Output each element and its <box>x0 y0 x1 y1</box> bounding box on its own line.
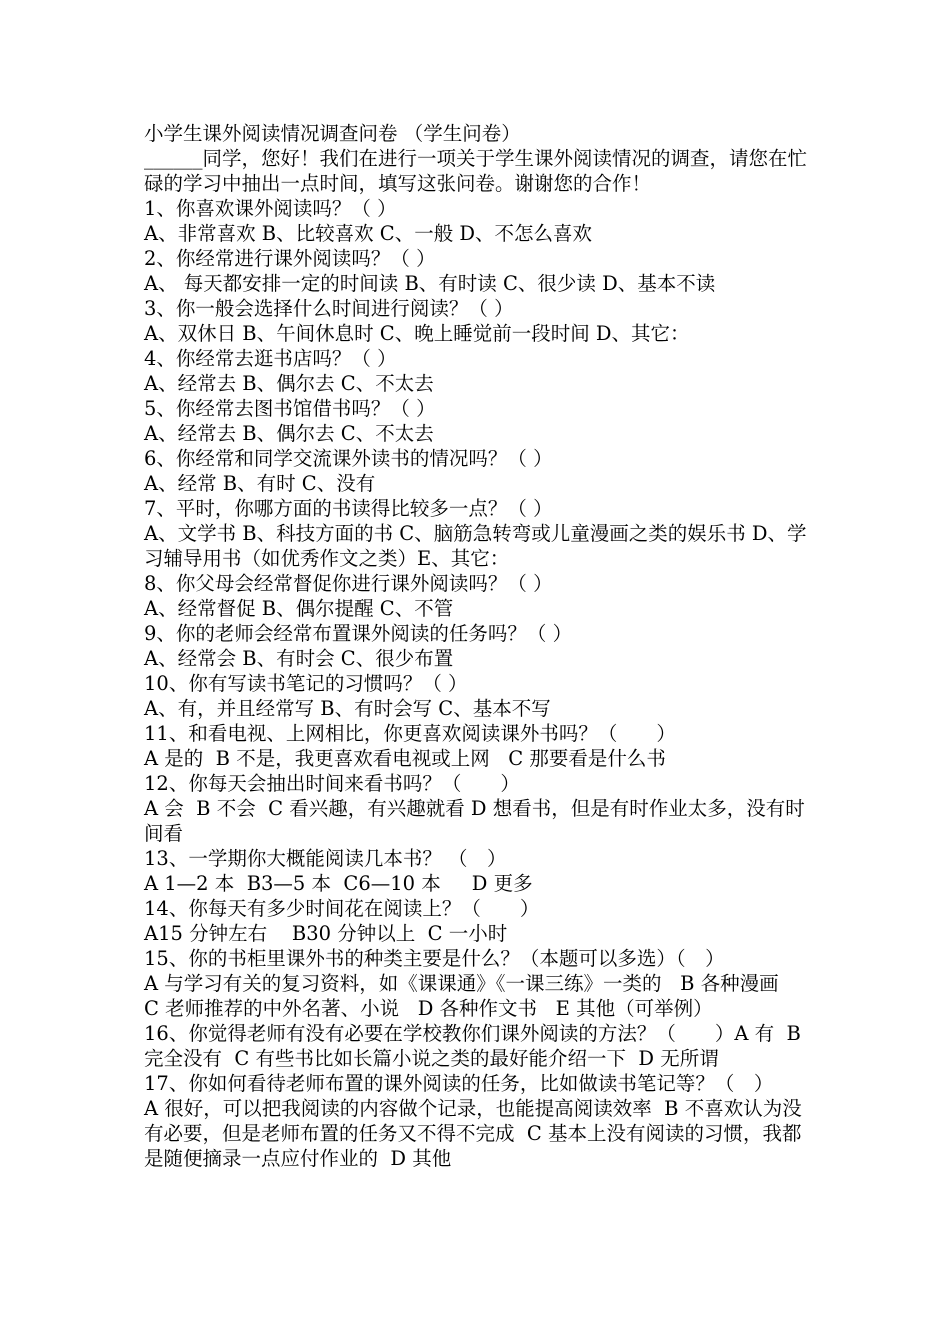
question-text: 14、你每天有多少时间花在阅读上？（ ） <box>144 897 540 920</box>
question-text: 5、你经常去图书馆借书吗？（ ） <box>144 397 436 420</box>
answer-options: A 与学习有关的复习资料，如《课课通》《一课三练》一类的 B 各种漫画 C 老师推荐的中外名著、小说 D 各种作文书 E 其他（可举例） <box>144 972 798 1020</box>
answer-options: A 是的 B 不是，我更喜欢看电视或上网 C 那要看是什么书 <box>144 747 666 770</box>
question-text: 15、你的书柜里课外书的种类主要是什么？（本题可以多选）（ ） <box>144 947 725 970</box>
questionnaire-document <box>144 121 812 1171</box>
question-7 <box>144 496 812 571</box>
answer-options: A、经常去 B、偶尔去 C、不太去 <box>144 372 434 395</box>
question-text: 7、平时，你哪方面的书读得比较多一点？（ ） <box>144 497 553 520</box>
question-text: 13、一学期你大概能阅读几本书？ （ ） <box>144 847 507 870</box>
question-text: 4、你经常去逛书店吗？（ ） <box>144 347 397 370</box>
answer-options: A、有，并且经常写 B、有时会写 C、基本不写 <box>144 697 551 720</box>
question-text: 12、你每天会抽出时间来看书吗？（ ） <box>144 772 520 795</box>
question-text: 2、你经常进行课外阅读吗？（ ） <box>144 247 436 270</box>
document-title: 小学生课外阅读情况调查问卷 （学生问卷） <box>144 122 521 145</box>
question-6 <box>144 446 812 496</box>
question-13 <box>144 846 812 896</box>
question-8 <box>144 571 812 621</box>
question-10 <box>144 671 812 721</box>
question-1 <box>144 196 812 246</box>
question-text: 17、你如何看待老师布置的课外阅读的任务，比如做读书笔记等？（ ） <box>144 1072 774 1095</box>
question-9 <box>144 621 812 671</box>
answer-options: A15 分钟左右 B30 分钟以上 C 一小时 <box>144 922 508 945</box>
answer-options: A 会 B 不会 C 看兴趣，有兴趣就看 D 想看书，但是有时作业太多，没有时间看 <box>144 797 805 845</box>
answer-options: A、双休日 B、午间休息时 C、晚上睡觉前一段时间 D、其它： <box>144 322 690 345</box>
answer-options: A 很好，可以把我阅读的内容做个记录，也能提高阅读效率 B 不喜欢认为没有必要，但是老师布置的任务又不得不完成 C 基本上没有阅读的习惯，我都是随便摘录一点应付作业的 D 其他 <box>144 1097 802 1170</box>
question-14 <box>144 896 812 946</box>
question-text: 6、你经常和同学交流课外读书的情况吗？（ ） <box>144 447 553 470</box>
question-text: 10、你有写读书笔记的习惯吗？（ ） <box>144 672 468 695</box>
answer-options: A、非常喜欢 B、比较喜欢 C、一般 D、不怎么喜欢 <box>144 222 593 245</box>
question-text: 1、你喜欢课外阅读吗？（ ） <box>144 197 397 220</box>
answer-options: A、经常会 B、有时会 C、很少布置 <box>144 647 454 670</box>
question-5 <box>144 396 812 446</box>
question-text: 9、你的老师会经常布置课外阅读的任务吗？（ ） <box>144 622 573 645</box>
question-16 <box>144 1021 812 1071</box>
answer-options: A、文学书 B、科技方面的书 C、脑筋急转弯或儿童漫画之类的娱乐书 D、学习辅导用书（如优秀作文之类）E、其它： <box>144 522 807 570</box>
question-4 <box>144 346 812 396</box>
answer-options: A 1—2 本 B3—5 本 C6—10 本 D 更多 <box>144 872 533 895</box>
answer-options: A、经常督促 B、偶尔提醒 C、不管 <box>144 597 454 620</box>
question-15 <box>144 946 812 1021</box>
question-text: 11、和看电视、上网相比，你更喜欢阅读课外书吗？（ ） <box>144 722 676 745</box>
answer-options: A、 每天都安排一定的时间读 B、有时读 C、很少读 D、基本不读 <box>144 272 716 295</box>
intro-paragraph: ______同学，您好！我们在进行一项关于学生课外阅读情况的调查，请您在忙碌的学习中抽出一点时间，填写这张问卷。谢谢您的合作！ <box>144 147 808 195</box>
question-text: 16、你觉得老师有没有必要在学校教你们课外阅读的方法？（ ）A 有 B 完全没有 C 有些书比如长篇小说之类的最好能介绍一下 D 无所谓 <box>144 1022 808 1070</box>
question-12 <box>144 771 812 846</box>
question-11 <box>144 721 812 771</box>
question-3 <box>144 296 812 346</box>
answer-options: A、经常去 B、偶尔去 C、不太去 <box>144 422 434 445</box>
question-2 <box>144 246 812 296</box>
question-text: 3、你一般会选择什么时间进行阅读？（ ） <box>144 297 514 320</box>
question-17 <box>144 1071 812 1171</box>
question-text: 8、你父母会经常督促你进行课外阅读吗？（ ） <box>144 572 553 595</box>
answer-options: A、经常 B、有时 C、没有 <box>144 472 376 495</box>
